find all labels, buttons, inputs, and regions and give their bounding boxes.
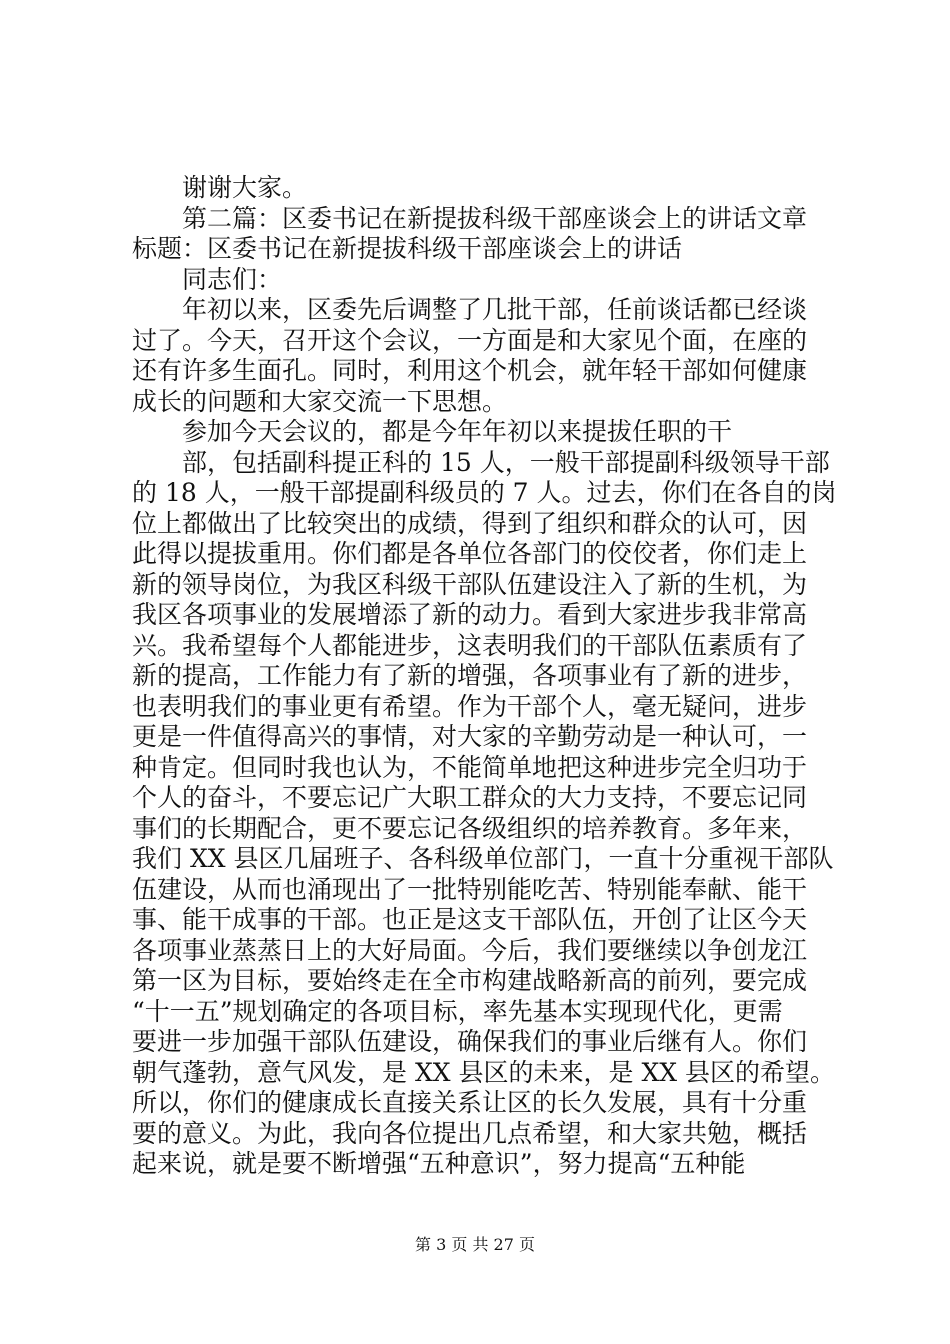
text-line: 部，包括副科提正科的 15 人，一般干部提副科级领导干部: [182, 447, 830, 477]
text-line: 起来说，就是要不断增强“五种意识”，努力提高“五种能: [132, 1149, 746, 1178]
section-title-line: 标题：区委书记在新提拔科级干部座谈会上的讲话: [132, 234, 683, 263]
page-number-footer: 第 3 页 共 27 页: [415, 1235, 535, 1254]
text-line: 年初以来，区委先后调整了几批干部，任前谈话都已经谈: [182, 295, 808, 324]
text-line: 兴。我希望每个人都能进步，这表明我们的干部队伍素质有了: [132, 630, 808, 660]
text-line: 成长的问题和大家交流一下思想。: [132, 386, 508, 416]
salutation-line: 同志们：: [182, 264, 283, 294]
text-line: 我区各项事业的发展增添了新的动力。看到大家进步我非常高: [132, 600, 808, 629]
text-line: 各项事业蒸蒸日上的大好局面。今后，我们要继续以争创龙江: [132, 935, 808, 965]
text-line: 此得以提拔重用。你们都是各单位各部门的佼佼者，你们走上: [132, 539, 808, 568]
text-line: 的 18 人，一般干部提副科级员的 7 人。过去，你们在各自的岗: [132, 478, 837, 507]
text-line: 过了。今天，召开这个会议，一方面是和大家见个面，在座的: [132, 325, 808, 355]
text-line: 新的提高，工作能力有了新的增强，各项事业有了新的进步，: [132, 661, 808, 690]
text-line: 还有许多生面孔。同时，利用这个机会，就年轻干部如何健康: [132, 356, 808, 385]
text-line: 要进一步加强干部队伍建设，确保我们的事业后继有人。你们: [132, 1027, 808, 1056]
section-heading-line: 第二篇：区委书记在新提拔科级干部座谈会上的讲话文章: [182, 203, 808, 233]
text-line: 朝气蓬勃，意气风发，是 XX 县区的未来，是 XX 县区的希望。: [132, 1057, 835, 1087]
text-line: 新的领导岗位，为我区科级干部队伍建设注入了新的生机，为: [132, 569, 808, 599]
text-line: 伍建设，从而也涌现出了一批特别能吃苦、特别能奉献、能干: [132, 874, 808, 904]
text-line: 种肯定。但同时我也认为，不能简单地把这种进步完全归功于: [132, 752, 808, 782]
text-line: 事、能干成事的干部。也正是这支干部队伍，开创了让区今天: [132, 905, 808, 934]
text-line: 我们 XX 县区几届班子、各科级单位部门，一直十分重视干部队: [132, 844, 834, 873]
text-line: 要的意义。为此，我向各位提出几点希望，和大家共勉，概括: [132, 1118, 808, 1148]
text-line: 位上都做出了比较突出的成绩，得到了组织和群众的认可，因: [132, 508, 808, 538]
text-line: 更是一件值得高兴的事情，对大家的辛勤劳动是一种认可，一: [132, 722, 808, 751]
text-line: “十一五”规划确定的各项目标，率先基本实现现代化，更需: [132, 996, 783, 1026]
text-line: 第一区为目标，要始终走在全市构建战略新高的前列，要完成: [132, 966, 808, 995]
text-line: 事们的长期配合，更不要忘记各级组织的培养教育。多年来，: [132, 813, 808, 843]
text-line: 个人的奋斗，不要忘记广大职工群众的大力支持，不要忘记同: [132, 783, 808, 812]
text-line: 也表明我们的事业更有希望。作为干部个人，毫无疑问，进步: [132, 691, 808, 721]
document-body: [132, 173, 837, 1180]
text-line: 谢谢大家。: [182, 173, 308, 202]
text-line: 所以，你们的健康成长直接关系让区的长久发展，具有十分重: [132, 1088, 808, 1117]
text-line: 参加今天会议的，都是今年年初以来提拔任职的干: [182, 417, 733, 446]
